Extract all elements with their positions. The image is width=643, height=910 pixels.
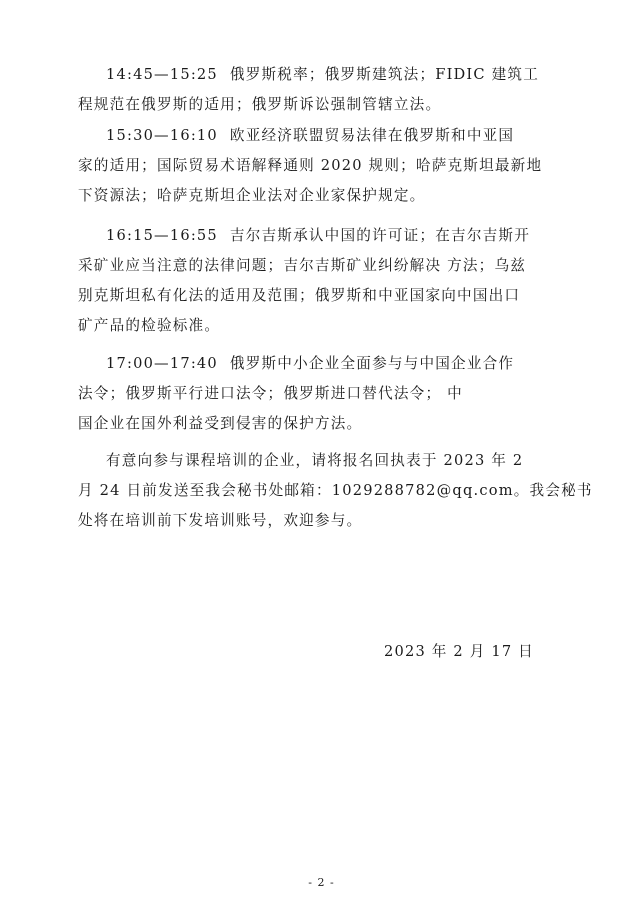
schedule-time: 17:00—17:40 (106, 355, 218, 372)
schedule-item-3 (78, 221, 572, 341)
schedule-text: 欧亚经济联盟贸易法律在俄罗斯和中亚国 (229, 127, 515, 144)
schedule-text: 采矿业应当注意的法律问题；吉尔吉斯矿业纠纷解决 方法；乌兹 (78, 257, 527, 274)
registration-notice (78, 446, 593, 536)
schedule-item-first-line (78, 121, 572, 151)
schedule-time: 14:45—15:25 (106, 66, 218, 83)
schedule-item-4 (78, 349, 572, 439)
notice-text: 处将在培训前下发培训账号，欢迎参与。 (78, 512, 363, 529)
schedule-time: 16:15—16:55 (106, 227, 218, 244)
notice-text: 月 24 日前发送至我会秘书处邮箱：1029288782@qq.com。我会秘书 (78, 482, 593, 499)
schedule-text: 下资源法；哈萨克斯坦企业法对企业家保护规定。 (78, 187, 426, 204)
schedule-text: 国企业在国外利益受到侵害的保护方法。 (78, 415, 363, 432)
schedule-text: 矿产品的检验标准。 (78, 317, 221, 334)
schedule-item-first-line (78, 221, 572, 251)
schedule-text: 程规范在俄罗斯的适用；俄罗斯诉讼强制管辖立法。 (78, 96, 442, 113)
schedule-item-first-line (78, 349, 572, 379)
page-number: - 2 - (308, 876, 335, 889)
schedule-text: 俄罗斯税率；俄罗斯建筑法；FIDIC 建筑工 (229, 66, 539, 83)
schedule-item-first-line (78, 60, 572, 90)
schedule-text: 俄罗斯中小企业全面参与与中国企业合作 (229, 355, 515, 372)
schedule-text: 吉尔吉斯承认中国的许可证；在吉尔吉斯开 (229, 227, 531, 244)
schedule-text: 法令；俄罗斯平行进口法令；俄罗斯进口替代法令； 中 (78, 385, 463, 402)
schedule-item-1 (78, 60, 572, 120)
document-date: 2023 年 2 月 17 日 (384, 643, 534, 660)
schedule-text: 别克斯坦私有化法的适用及范围；俄罗斯和中亚国家向中国出口 (78, 287, 521, 304)
notice-text: 有意向参与课程培训的企业，请将报名回执表于 2023 年 2 (106, 452, 524, 469)
schedule-time: 15:30—16:10 (106, 127, 218, 144)
schedule-item-2 (78, 121, 572, 211)
schedule-text: 家的适用；国际贸易术语解释通则 2020 规则；哈萨克斯坦最新地 (78, 157, 543, 174)
